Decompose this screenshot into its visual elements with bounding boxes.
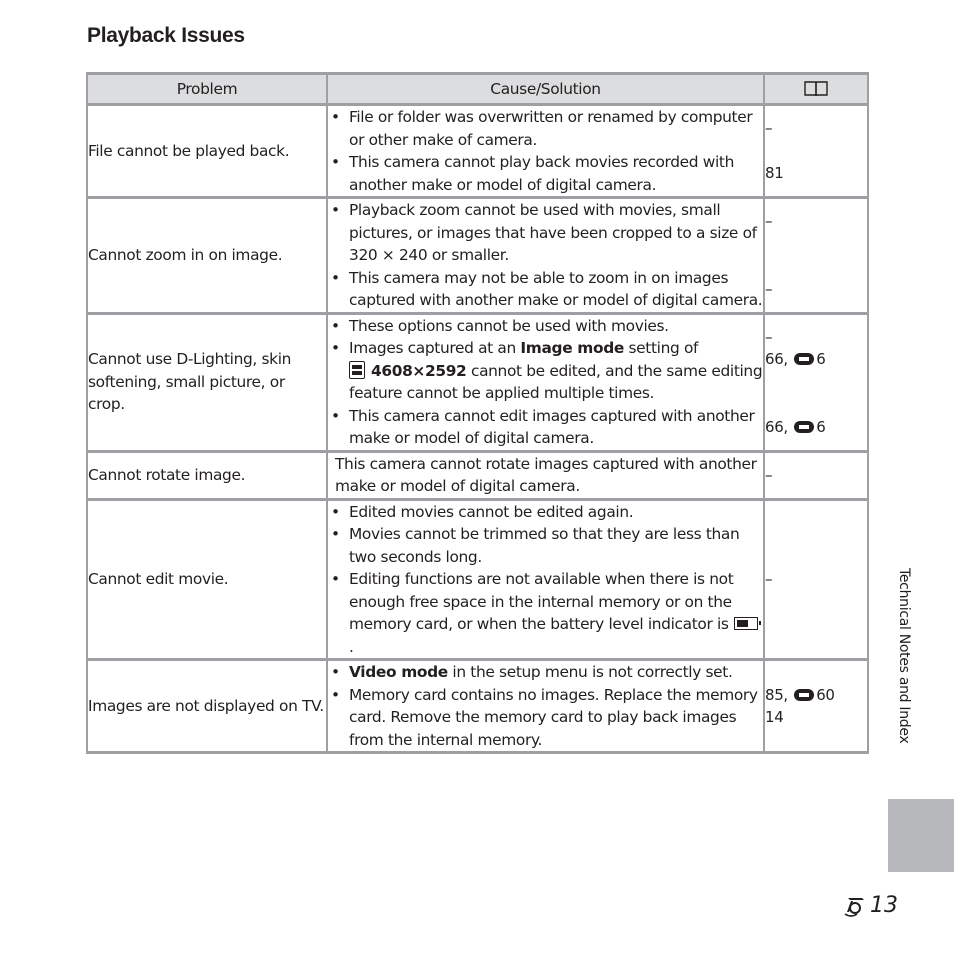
cause-cell bbox=[327, 198, 764, 314]
header-reference bbox=[764, 74, 868, 105]
reference-value: – bbox=[765, 279, 773, 298]
image-mode-label: Image mode bbox=[520, 339, 624, 357]
cause-text: cannot be edited, and the same editing feature cannot be applied multiple times. bbox=[349, 361, 763, 402]
reference-value bbox=[765, 393, 867, 416]
table-header-row bbox=[87, 74, 868, 105]
video-mode-label: Video mode bbox=[349, 663, 448, 681]
reference-link[interactable] bbox=[765, 684, 867, 707]
reference-value bbox=[765, 371, 867, 394]
battery-level-icon bbox=[734, 617, 758, 630]
image-mode-icon bbox=[349, 361, 365, 379]
reference-link[interactable] bbox=[765, 416, 867, 439]
cause-cell bbox=[327, 105, 764, 198]
reference-page: 85, bbox=[765, 685, 793, 704]
table-row bbox=[87, 313, 868, 451]
page-number-text: 13 bbox=[870, 893, 898, 918]
cause-cell bbox=[327, 499, 764, 660]
problem-cell: File cannot be played back. bbox=[87, 105, 327, 198]
image-size-label: 4608×2592 bbox=[371, 361, 467, 380]
technical-notes-icon bbox=[842, 894, 868, 918]
reference-value: – bbox=[765, 119, 773, 138]
cause-text: in the setup menu is not correctly set. bbox=[447, 663, 733, 681]
reference-page: 66, bbox=[765, 417, 793, 436]
book-icon bbox=[803, 80, 829, 98]
header-problem: Problem bbox=[87, 74, 327, 105]
reference-section-icon bbox=[793, 352, 815, 366]
side-tab-marker bbox=[888, 799, 954, 872]
cause-item bbox=[328, 337, 763, 405]
cause-item: • Playback zoom cannot be used with movies, small pictures, or images that have been cropped to a size of 320 × 240 or smaller. bbox=[328, 199, 763, 267]
reference-cell bbox=[764, 313, 868, 451]
reference-cell bbox=[764, 660, 868, 753]
reference-value: 81 bbox=[765, 164, 784, 183]
table-row bbox=[87, 499, 868, 660]
reference-page: 66, bbox=[765, 350, 793, 369]
troubleshooting-table bbox=[86, 72, 869, 754]
section-title: Playback Issues bbox=[87, 24, 245, 47]
cause-text: Editing functions are not available when there is not enough free space in the internal memory or on the memory card, or when the battery level indicator is bbox=[349, 570, 734, 633]
reference-value: – bbox=[765, 212, 773, 231]
cause-item: • Edited movies cannot be edited again. bbox=[328, 501, 763, 524]
reference-cell: – bbox=[764, 499, 868, 660]
reference-link[interactable] bbox=[765, 348, 867, 371]
reference-value bbox=[765, 233, 867, 256]
cause-item: • Editing functions are not available when there is not enough free space in the internal memory or on the memory card, or when the battery level indicator is . bbox=[328, 568, 763, 658]
reference-page-suffix: 60 bbox=[816, 685, 835, 704]
problem-cell: Cannot zoom in on image. bbox=[87, 198, 327, 314]
cause-item: • This camera cannot edit images captured with another make or model of digital camera. bbox=[328, 405, 763, 450]
cause-item bbox=[328, 661, 763, 684]
table-row bbox=[87, 660, 868, 753]
reference-value bbox=[765, 255, 867, 278]
problem-cell: Cannot use D-Lighting, skin softening, small picture, or crop. bbox=[87, 313, 327, 451]
problem-cell: Cannot rotate image. bbox=[87, 451, 327, 499]
reference-cell: – bbox=[764, 451, 868, 499]
cause-item: • These options cannot be used with movies. bbox=[328, 315, 763, 338]
reference-value bbox=[765, 140, 867, 163]
cause-text: setting of bbox=[623, 339, 699, 357]
reference-page-suffix: 6 bbox=[816, 417, 826, 436]
cause-item: • Movies cannot be trimmed so that they are less than two seconds long. bbox=[328, 523, 763, 568]
cause-cell bbox=[327, 660, 764, 753]
cause-cell bbox=[327, 313, 764, 451]
reference-cell bbox=[764, 198, 868, 314]
reference-page-suffix: 6 bbox=[816, 350, 826, 369]
problem-cell: Cannot edit movie. bbox=[87, 499, 327, 660]
reference-value: 14 bbox=[765, 708, 784, 726]
reference-section-icon bbox=[793, 688, 815, 702]
side-tab-label: Technical Notes and Index bbox=[896, 568, 912, 744]
cause-item: • This camera may not be able to zoom in on images captured with another make or model of digital camera. bbox=[328, 267, 763, 312]
cause-item: • File or folder was overwritten or renamed by computer or other make of camera. bbox=[328, 106, 763, 151]
header-cause-solution: Cause/Solution bbox=[327, 74, 764, 105]
page-number bbox=[842, 893, 898, 918]
problem-cell: Images are not displayed on TV. bbox=[87, 660, 327, 753]
cause-text: Images captured at an bbox=[349, 339, 521, 357]
cause-cell: This camera cannot rotate images captured with another make or model of digital camera. bbox=[327, 451, 764, 499]
table-row bbox=[87, 451, 868, 499]
cause-item: • This camera cannot play back movies recorded with another make or model of digital camera. bbox=[328, 151, 763, 196]
reference-value: – bbox=[765, 327, 773, 346]
cause-item: • Memory card contains no images. Replace the memory card. Remove the memory card to play back images from the internal memory. bbox=[328, 684, 763, 752]
reference-cell bbox=[764, 105, 868, 198]
table-row bbox=[87, 105, 868, 198]
table-row bbox=[87, 198, 868, 314]
reference-section-icon bbox=[793, 420, 815, 434]
